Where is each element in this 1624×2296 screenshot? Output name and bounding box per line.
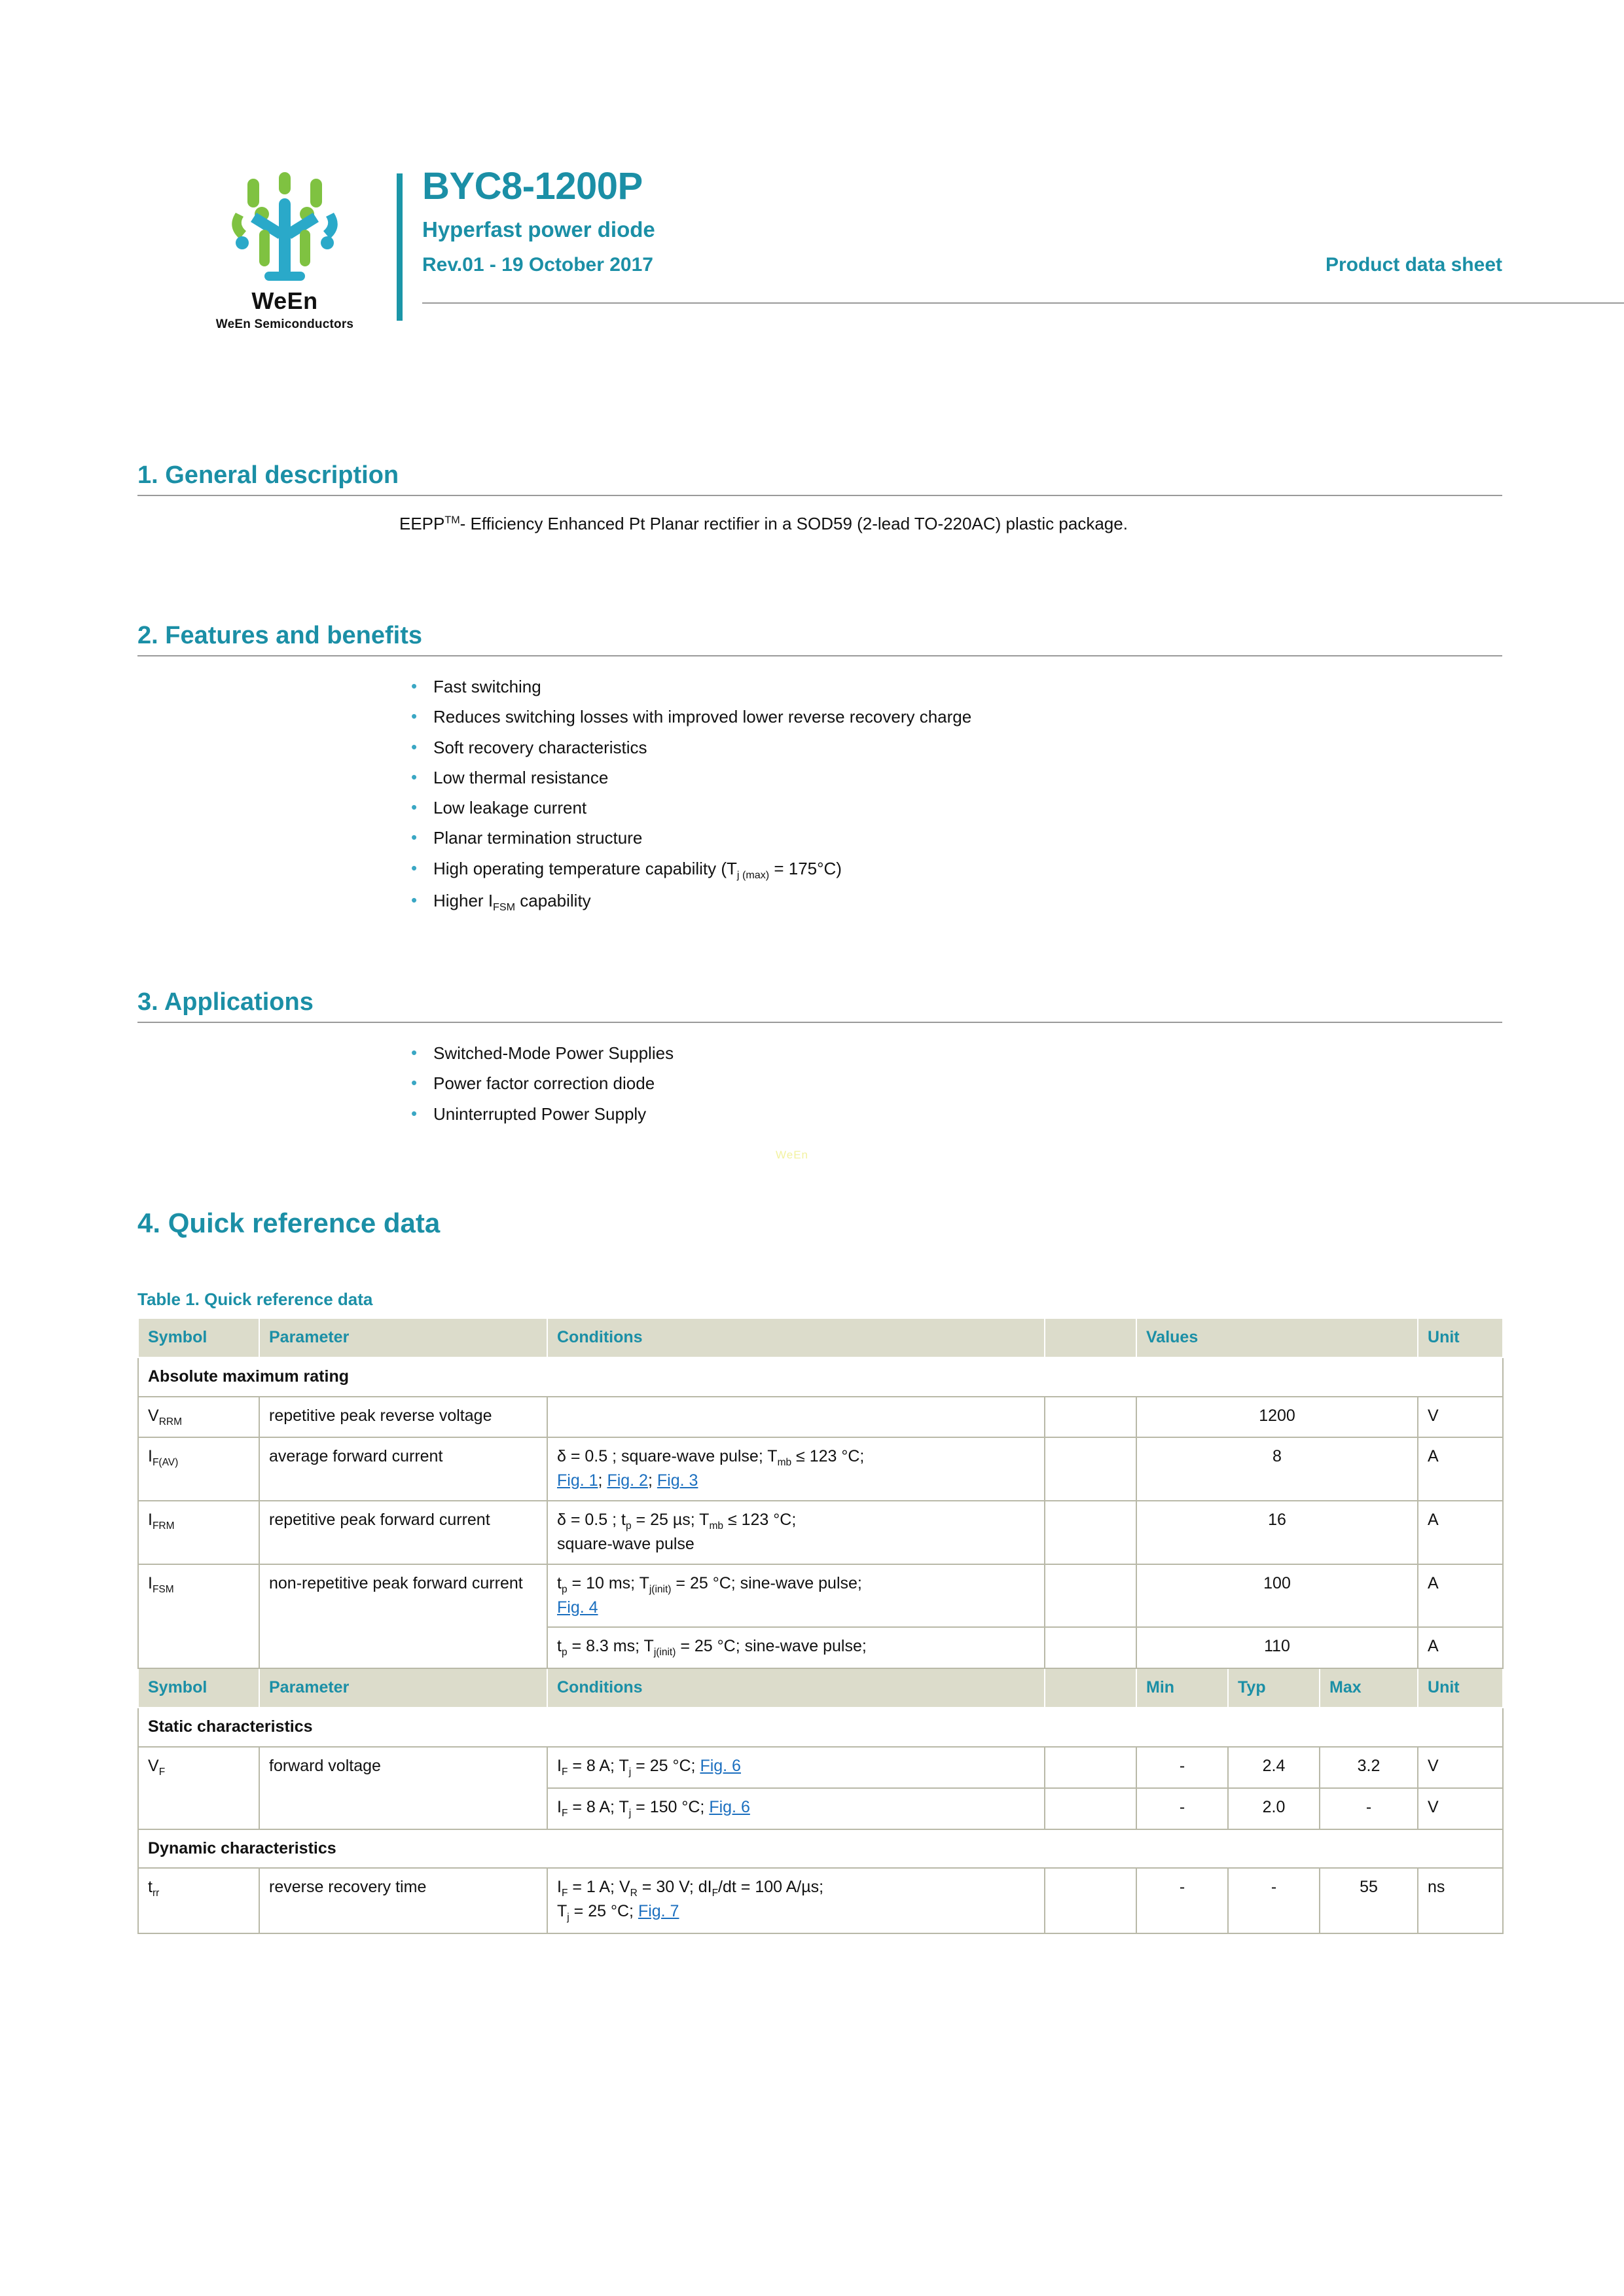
list-item [399,1101,1502,1127]
section-heading: 1. General description [137,461,399,489]
cell-spacer [1045,1437,1136,1501]
section-heading: 3. Applications [137,988,314,1016]
table-header-row-2 [138,1668,1503,1708]
header-divider [422,302,1624,304]
quick-reference-table-block [137,1289,1502,1934]
cell-conditions: $I_F = 1$ A; $V_R = 30$ V; $dI_F/dt = 100$ A/µs; $T_j = 25$ °C; Fig. 7 [547,1868,1045,1933]
page-subtitle: Hyperfast power diode [422,217,655,242]
cell-value: 1200 [1136,1397,1418,1438]
feature-label: Planar termination structure [433,828,643,848]
cell-max: - [1320,1788,1418,1829]
header-accent-bar [397,173,403,321]
ween-logo-icon [216,167,353,291]
general-description-rest: - Efficiency Enhanced Pt Planar rectifier in a SOD59 (2-lead TO-220AC) plastic package. [460,514,1128,533]
feature-label: Reduces switching losses with improved lower reverse recovery charge [433,707,972,727]
link-fig-2[interactable]: Fig. 2 [607,1471,648,1490]
cell-spacer [1045,1747,1136,1788]
cell-unit: A [1418,1501,1503,1564]
link-fig-3[interactable]: Fig. 3 [657,1471,698,1490]
list-item [399,734,1502,761]
cell-conditions: $I_F = 8$ A; $T_j = 25$ °C; Fig. 6 [547,1747,1045,1788]
company-logo [203,167,367,332]
table-band-row [138,1708,1503,1747]
band-static-characteristics: Static characteristics [138,1708,1503,1747]
table-row [138,1397,1503,1438]
list-item [399,764,1502,791]
col-typ: Typ [1228,1668,1320,1708]
document-revision: Rev.01 - 19 October 2017 [422,253,653,276]
cell-unit: A [1418,1564,1503,1628]
section-applications [137,988,1502,1131]
cell-parameter: non-repetitive peak forward current [259,1564,547,1669]
link-fig-6[interactable]: Fig. 6 [709,1797,750,1816]
cell-conditions: $t_p = 8.3$ ms; $T_{j(init)} = 25$ °C; sine-wave pulse; [547,1627,1045,1668]
application-label: Uninterrupted Power Supply [433,1103,647,1124]
cell-unit: A [1418,1627,1503,1668]
table-band-row [138,1357,1503,1397]
document-header [203,167,1502,357]
quick-reference-table [137,1318,1504,1934]
applications-list [137,1040,1502,1127]
col-conditions: Conditions [547,1668,1045,1708]
cell-parameter: repetitive peak forward current [259,1501,547,1564]
section-divider [137,495,1502,496]
cell-spacer [1045,1397,1136,1438]
list-item: • Higher $I_{FSM}$ capability [399,888,1502,916]
col-conditions: Conditions [547,1318,1045,1357]
col-symbol: Symbol [138,1668,259,1708]
list-item [399,673,1502,700]
list-item [399,704,1502,730]
section-general-description [137,461,1502,537]
table-header-row [138,1318,1503,1357]
header-text-block [422,167,1502,276]
cell-symbol: $I_{F(AV)}$ [138,1437,259,1501]
section-heading: 2. Features and benefits [137,622,423,649]
cell-unit: A [1418,1437,1503,1501]
col-spacer [1045,1318,1136,1357]
section-heading: 4. Quick reference data [137,1208,441,1238]
table-band-row [138,1829,1503,1869]
cell-max: 55 [1320,1868,1418,1933]
application-label: Switched-Mode Power Supplies [433,1043,674,1063]
cell-conditions: $t_p = 10$ ms; $T_{j(init)} = 25$ °C; sine-wave pulse; Fig. 4 [547,1564,1045,1628]
application-label: Power factor correction diode [433,1073,655,1094]
col-symbol: Symbol [138,1318,259,1357]
table-row [138,1747,1503,1788]
link-fig-6[interactable]: Fig. 6 [700,1756,741,1775]
col-max: Max [1320,1668,1418,1708]
band-dynamic-characteristics: Dynamic characteristics [138,1829,1503,1869]
logo-name: WeEn [251,287,318,314]
table-row [138,1437,1503,1501]
cell-value: 110 [1136,1627,1418,1668]
page-title: BYC8-1200P [422,165,643,207]
feature-label: Low leakage current [433,798,587,818]
section-quick-reference [137,1208,1502,1244]
list-item [399,1070,1502,1096]
list-item [399,825,1502,851]
col-unit: Unit [1418,1668,1503,1708]
link-fig-4[interactable]: Fig. 4 [557,1598,598,1617]
cell-value: 16 [1136,1501,1418,1564]
document-type: Product data sheet [1325,253,1502,276]
band-absolute-maximum-rating: Absolute maximum rating [138,1357,1503,1397]
cell-symbol: $t_{rr}$ [138,1868,259,1933]
cell-min: - [1136,1868,1228,1933]
table-caption: Table 1. Quick reference data [137,1289,373,1309]
cell-min: - [1136,1747,1228,1788]
cell-symbol: $I_{FRM}$ [138,1501,259,1564]
cell-spacer [1045,1501,1136,1564]
cell-unit: ns [1418,1868,1503,1933]
section-divider [137,655,1502,656]
cell-typ: 2.0 [1228,1788,1320,1829]
col-min: Min [1136,1668,1228,1708]
cell-conditions: δ = 0.5 ; $t_p = 25$ µs; $T_{mb} \le 123$ °C; square-wave pulse [547,1501,1045,1564]
cell-symbol: $I_{FSM}$ [138,1564,259,1669]
section-divider [137,1022,1502,1023]
cell-symbol: $V_{RRM}$ [138,1397,259,1438]
cell-min: - [1136,1788,1228,1829]
cell-value: 8 [1136,1437,1418,1501]
cell-spacer [1045,1627,1136,1668]
cell-typ: - [1228,1868,1320,1933]
cell-parameter: repetitive peak reverse voltage [259,1397,547,1438]
logo-subtitle: WeEn Semiconductors [215,317,354,331]
feature-label: Fast switching [433,677,541,696]
cell-typ: 2.4 [1228,1747,1320,1788]
eepp-trademark: TM [444,514,460,526]
cell-parameter: forward voltage [259,1747,547,1829]
cell-parameter: reverse recovery time [259,1868,547,1933]
features-list [137,673,1502,916]
col-unit: Unit [1418,1318,1503,1357]
col-parameter: Parameter [259,1668,547,1708]
list-item: • High operating temperature capability $(T_{j (max)} = 175^\circ C)$ [399,855,1502,884]
cell-conditions: δ = 0.5 ; square-wave pulse; $T_{mb} \le 123$ °C; Fig. 1; Fig. 2; Fig. 3 [547,1437,1045,1501]
cell-max: 3.2 [1320,1747,1418,1788]
cell-value: 100 [1136,1564,1418,1628]
list-item [399,1040,1502,1066]
table-row [138,1868,1503,1933]
general-description-text [399,512,1502,537]
watermark: WeEn [776,1149,808,1161]
cell-conditions [547,1397,1045,1438]
cell-unit: V [1418,1747,1503,1788]
cell-unit: V [1418,1788,1503,1829]
list-item [399,795,1502,821]
section-features [137,622,1502,920]
cell-conditions: $I_F = 8$ A; $T_j = 150$ °C; Fig. 6 [547,1788,1045,1829]
cell-symbol: $V_F$ [138,1747,259,1829]
link-fig-1[interactable]: Fig. 1 [557,1471,598,1490]
col-spacer [1045,1668,1136,1708]
cell-unit: V [1418,1397,1503,1438]
col-parameter: Parameter [259,1318,547,1357]
cell-spacer [1045,1868,1136,1933]
cell-parameter: average forward current [259,1437,547,1501]
col-values: Values [1136,1318,1418,1357]
feature-label: Soft recovery characteristics [433,737,647,757]
cell-spacer [1045,1788,1136,1829]
table-row [138,1501,1503,1564]
feature-label: Low thermal resistance [433,767,609,787]
link-fig-7[interactable]: Fig. 7 [638,1902,679,1921]
cell-spacer [1045,1564,1136,1628]
eepp-label: EEPP [399,514,445,533]
table-row [138,1564,1503,1628]
